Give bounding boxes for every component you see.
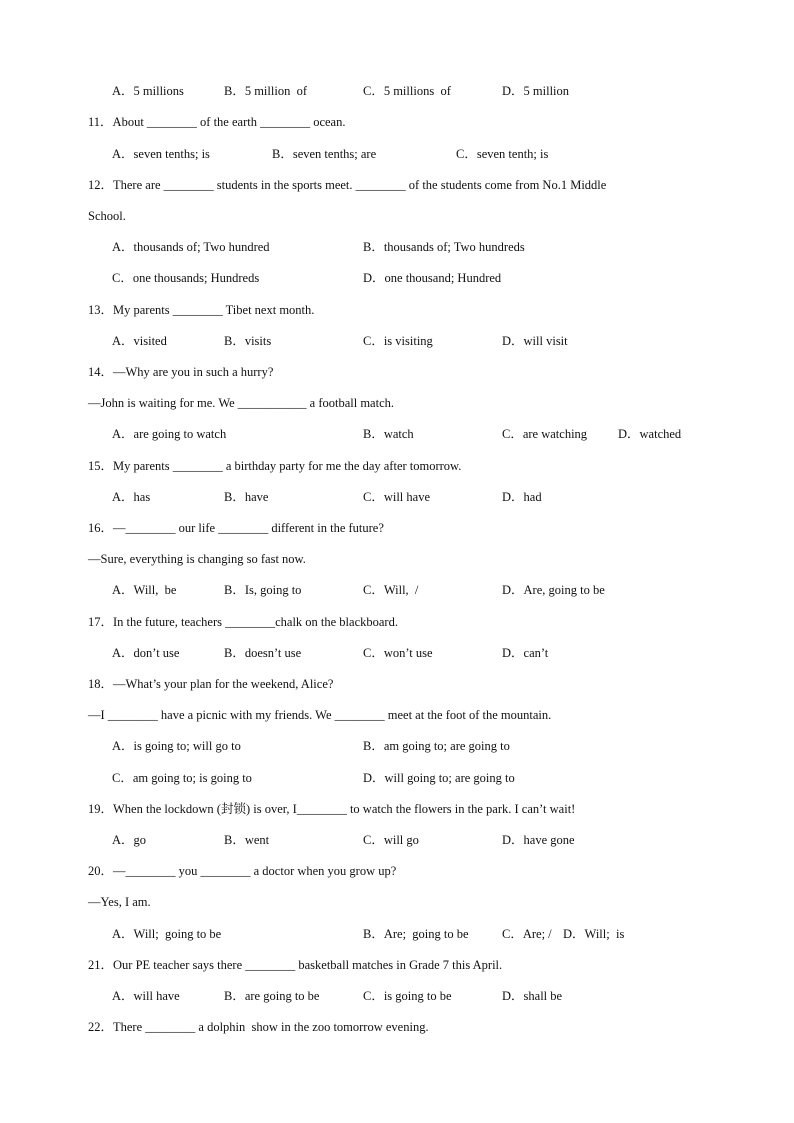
q14-option-a: A．are going to watch xyxy=(112,427,227,441)
q15-option-b: B．have xyxy=(224,490,269,504)
q19-option-c: C．will go xyxy=(363,833,419,847)
q20-stem-continued: —Yes, I am. xyxy=(88,895,151,909)
q20-option-a: A．Will; going to be xyxy=(112,927,222,941)
q10-option-a: A．5 millions xyxy=(112,84,184,98)
q10-option-c: C．5 millions of xyxy=(363,84,451,98)
q11-option-a: A．seven tenths; is xyxy=(112,147,210,161)
q21-option-a: A．will have xyxy=(112,989,180,1003)
q10-option-b: B．5 million of xyxy=(224,84,307,98)
q12-option-c: C．one thousands; Hundreds xyxy=(112,271,260,285)
q11-option-c: C．seven tenth; is xyxy=(456,147,549,161)
q18-option-c: C．am going to; is going to xyxy=(112,771,252,785)
q17-option-d: D．can’t xyxy=(502,646,549,660)
q16-option-d: D．Are, going to be xyxy=(502,583,605,597)
q17-option-a: A．don’t use xyxy=(112,646,180,660)
q22-stem: 22．There ________ a dolphin show in the zoo tomorrow evening. xyxy=(88,1020,429,1034)
q16-option-c: C．Will, / xyxy=(363,583,419,597)
q12-option-d: D．one thousand; Hundred xyxy=(363,271,502,285)
q11-option-b: B．seven tenths; are xyxy=(272,147,377,161)
q16-stem-continued: —Sure, everything is changing so fast now. xyxy=(88,552,306,566)
q18-option-d: D．will going to; are going to xyxy=(363,771,515,785)
q15-option-d: D．had xyxy=(502,490,542,504)
q13-option-c: C．is visiting xyxy=(363,334,433,348)
q19-stem: 19．When the lockdown (封锁) is over, I________ to watch the flowers in the park. I can’t wait! xyxy=(88,802,576,816)
q15-option-a: A．has xyxy=(112,490,151,504)
q14-stem: 14．—Why are you in such a hurry? xyxy=(88,365,274,379)
q13-stem: 13．My parents ________ Tibet next month. xyxy=(88,303,315,317)
q10-option-d: D．5 million xyxy=(502,84,570,98)
q17-option-c: C．won’t use xyxy=(363,646,433,660)
q18-stem-continued: —I ________ have a picnic with my friends. We ________ meet at the foot of the mountain. xyxy=(88,708,552,722)
q21-option-d: D．shall be xyxy=(502,989,563,1003)
q20-option-d: D．Will; is xyxy=(563,927,625,941)
q13-option-b: B．visits xyxy=(224,334,272,348)
q20-stem: 20．—________ you ________ a doctor when you grow up? xyxy=(88,864,397,878)
q17-option-b: B．doesn’t use xyxy=(224,646,302,660)
q19-option-a: A．go xyxy=(112,833,147,847)
q12-option-a: A．thousands of; Two hundred xyxy=(112,240,270,254)
q16-option-a: A．Will, be xyxy=(112,583,177,597)
q11-stem: 11．About ________ of the earth ________ ocean. xyxy=(88,115,346,129)
q20-option-b: B．Are; going to be xyxy=(363,927,469,941)
q18-option-b: B．am going to; are going to xyxy=(363,739,510,753)
q12-stem-continued: School. xyxy=(88,209,126,223)
q13-option-d: D．will visit xyxy=(502,334,568,348)
q14-option-c: C．are watching xyxy=(502,427,588,441)
q18-stem: 18．—What’s your plan for the weekend, Alice? xyxy=(88,677,334,691)
q20-option-c: C．Are; / xyxy=(502,927,552,941)
q21-option-b: B．are going to be xyxy=(224,989,320,1003)
q16-stem: 16．—________ our life ________ different in the future? xyxy=(88,521,384,535)
q15-option-c: C．will have xyxy=(363,490,431,504)
q17-stem: 17．In the future, teachers ________chalk on the blackboard. xyxy=(88,615,398,629)
q12-option-b: B．thousands of; Two hundreds xyxy=(363,240,525,254)
q12-stem: 12．There are ________ students in the sports meet. ________ of the students come from No.1 Middle xyxy=(88,178,607,192)
q21-option-c: C．is going to be xyxy=(363,989,452,1003)
q15-stem: 15．My parents ________ a birthday party for me the day after tomorrow. xyxy=(88,459,462,473)
q13-option-a: A．visited xyxy=(112,334,167,348)
q14-stem-continued: —John is waiting for me. We ___________ a football match. xyxy=(88,396,395,410)
q19-option-d: D．have gone xyxy=(502,833,575,847)
q18-option-a: A．is going to; will go to xyxy=(112,739,241,753)
q21-stem: 21．Our PE teacher says there ________ basketball matches in Grade 7 this April. xyxy=(88,958,503,972)
q14-option-d: D．watched xyxy=(618,427,682,441)
q14-option-b: B．watch xyxy=(363,427,414,441)
q19-option-b: B．went xyxy=(224,833,270,847)
q16-option-b: B．Is, going to xyxy=(224,583,302,597)
